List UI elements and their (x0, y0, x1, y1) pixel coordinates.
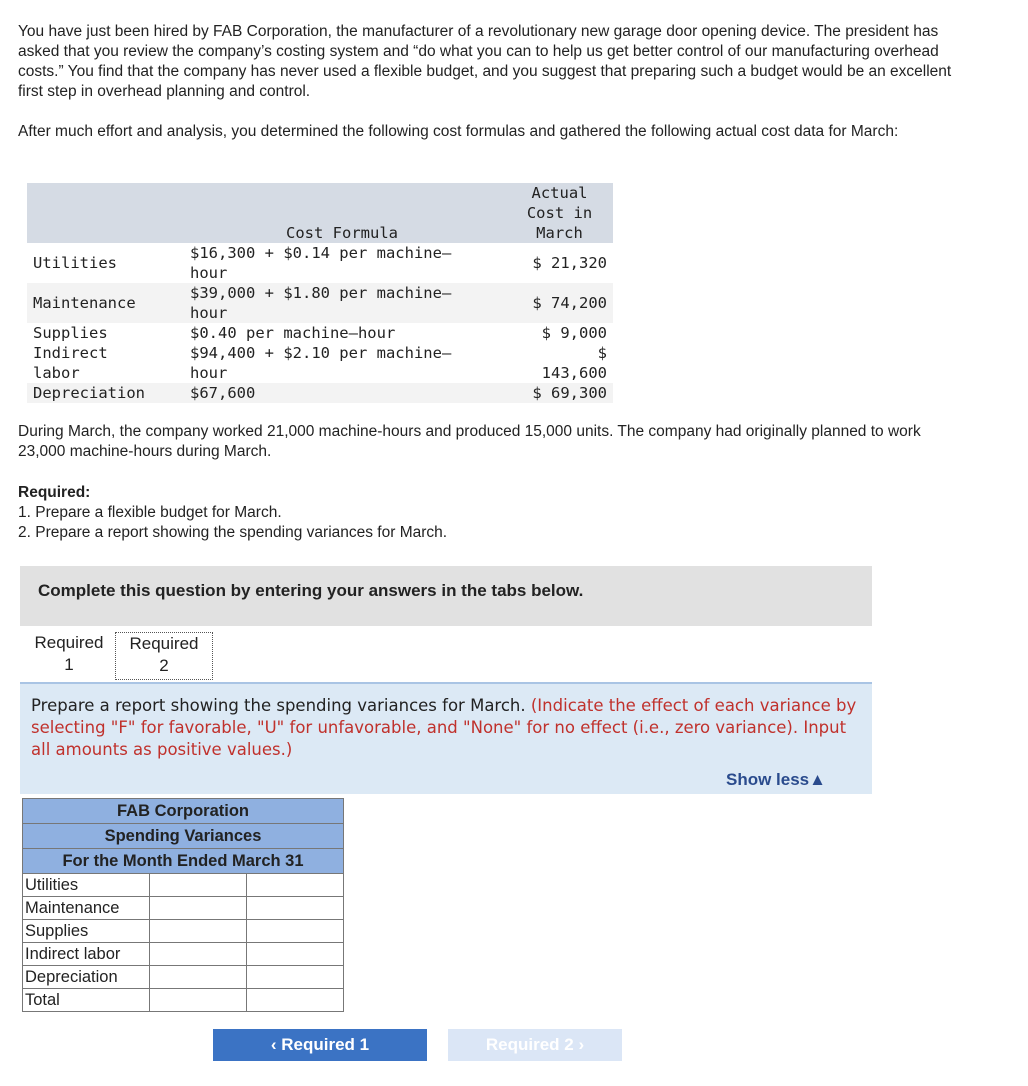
depreciation-effect-select[interactable] (247, 966, 344, 989)
indirect-labor-effect-select[interactable] (247, 943, 344, 966)
table-row (23, 897, 344, 920)
cost-row-actual: $ 74,200 (532, 294, 607, 312)
maintenance-effect-select[interactable] (247, 897, 344, 920)
header-cost-formula: Cost Formula (286, 224, 398, 242)
table-row (23, 943, 344, 966)
required-item-2: 2. Prepare a report showing the spending variances for March. (18, 524, 448, 541)
table-row (23, 989, 344, 1012)
supplies-effect-select[interactable] (247, 920, 344, 943)
utilities-effect-select[interactable] (247, 874, 344, 897)
report-title: Spending Variances (23, 824, 344, 849)
total-effect-select[interactable] (247, 989, 344, 1012)
table-row (23, 966, 344, 989)
instruction-text: Complete this question by entering your answers in the tabs below. (38, 581, 584, 600)
cost-formula-table (27, 183, 613, 403)
indirect-labor-variance-input[interactable] (150, 943, 247, 966)
panel-text: Prepare a report showing the spending variances for March. (31, 696, 526, 715)
cost-row-depreciation (27, 383, 613, 403)
cost-row-label: Supplies (33, 324, 108, 342)
tab-required-1[interactable]: Required 1 (34, 633, 104, 674)
cost-row-formula: $16,300 + $0.14 per machine– hour (190, 244, 452, 282)
report-company-title: FAB Corporation (23, 799, 344, 824)
cost-row-maintenance (27, 283, 613, 323)
cost-row-formula: $0.40 per machine–hour (190, 324, 396, 342)
cost-row-label: Indirect labor (33, 344, 108, 382)
row-label-supplies: Supplies (23, 920, 150, 943)
total-variance-input[interactable] (150, 989, 247, 1012)
march-activity-text: During March, the company worked 21,000 machine-hours and produced 15,000 units. The company had originally planned to work 23,000 machine-hours during March. (18, 423, 921, 460)
intro-paragraph-1: You have just been hired by FAB Corporation, the manufacturer of a revolutionary new garage door opening device. The president has asked that you review the company’s costing system and “do what you can to help us get better control of our manufacturing overhead costs.” You find that the company has never used a flexible budget, and you suggest that preparing such a budget would be an excellent first step in overhead planning and control. (18, 23, 952, 100)
report-period: For the Month Ended March 31 (23, 849, 344, 874)
cost-row-actual: $ 21,320 (532, 254, 607, 272)
tab-required-2[interactable]: Required 2 (115, 632, 213, 680)
maintenance-variance-input[interactable] (150, 897, 247, 920)
cost-row-actual: $ 9,000 (541, 324, 607, 342)
intro-paragraph-2: After much effort and analysis, you determined the following cost formulas and gathered the following actual cost data for March: (18, 123, 899, 140)
row-label-utilities: Utilities (23, 874, 150, 897)
cost-row-formula: $67,600 (190, 384, 256, 402)
cost-row-supplies (27, 323, 613, 343)
show-less-link[interactable]: Show less▲ (726, 770, 826, 789)
cost-row-utilities (27, 243, 613, 283)
header-actual-cost: Actual Cost in March (526, 184, 593, 242)
table-row (23, 920, 344, 943)
depreciation-variance-input[interactable] (150, 966, 247, 989)
instruction-banner (20, 566, 872, 626)
row-label-maintenance: Maintenance (23, 897, 150, 920)
cost-row-label: Utilities (33, 254, 117, 272)
next-required-2-button[interactable]: Required 2 › (448, 1029, 622, 1061)
table-row (23, 874, 344, 897)
spending-variances-report (22, 798, 344, 1012)
row-label-depreciation: Depreciation (23, 966, 150, 989)
cost-row-indirect-labor (27, 343, 613, 383)
cost-table-header (27, 183, 613, 243)
cost-row-formula: $39,000 + $1.80 per machine– hour (190, 284, 452, 322)
row-label-total: Total (23, 989, 150, 1012)
required-section (18, 483, 447, 543)
cost-row-formula: $94,400 + $2.10 per machine– hour (190, 344, 452, 382)
panel-instructions (31, 695, 861, 761)
utilities-variance-input[interactable] (150, 874, 247, 897)
cost-row-label: Maintenance (33, 294, 136, 312)
panel-note: (Indicate the effect of each variance by selecting "F" for favorable, "U" for unfavorable, and "None" for no effect (i.e., zero variance). Input all amounts as positive values.) (31, 696, 857, 759)
cost-row-actual: $ 69,300 (532, 384, 607, 402)
supplies-variance-input[interactable] (150, 920, 247, 943)
prev-required-1-button[interactable]: ‹ Required 1 (213, 1029, 427, 1061)
cost-row-actual: $ 143,600 (541, 344, 607, 382)
cost-row-label: Depreciation (33, 384, 145, 402)
required-heading: Required: (18, 484, 91, 501)
row-label-indirect-labor: Indirect labor (23, 943, 150, 966)
required-item-1: 1. Prepare a flexible budget for March. (18, 504, 282, 521)
